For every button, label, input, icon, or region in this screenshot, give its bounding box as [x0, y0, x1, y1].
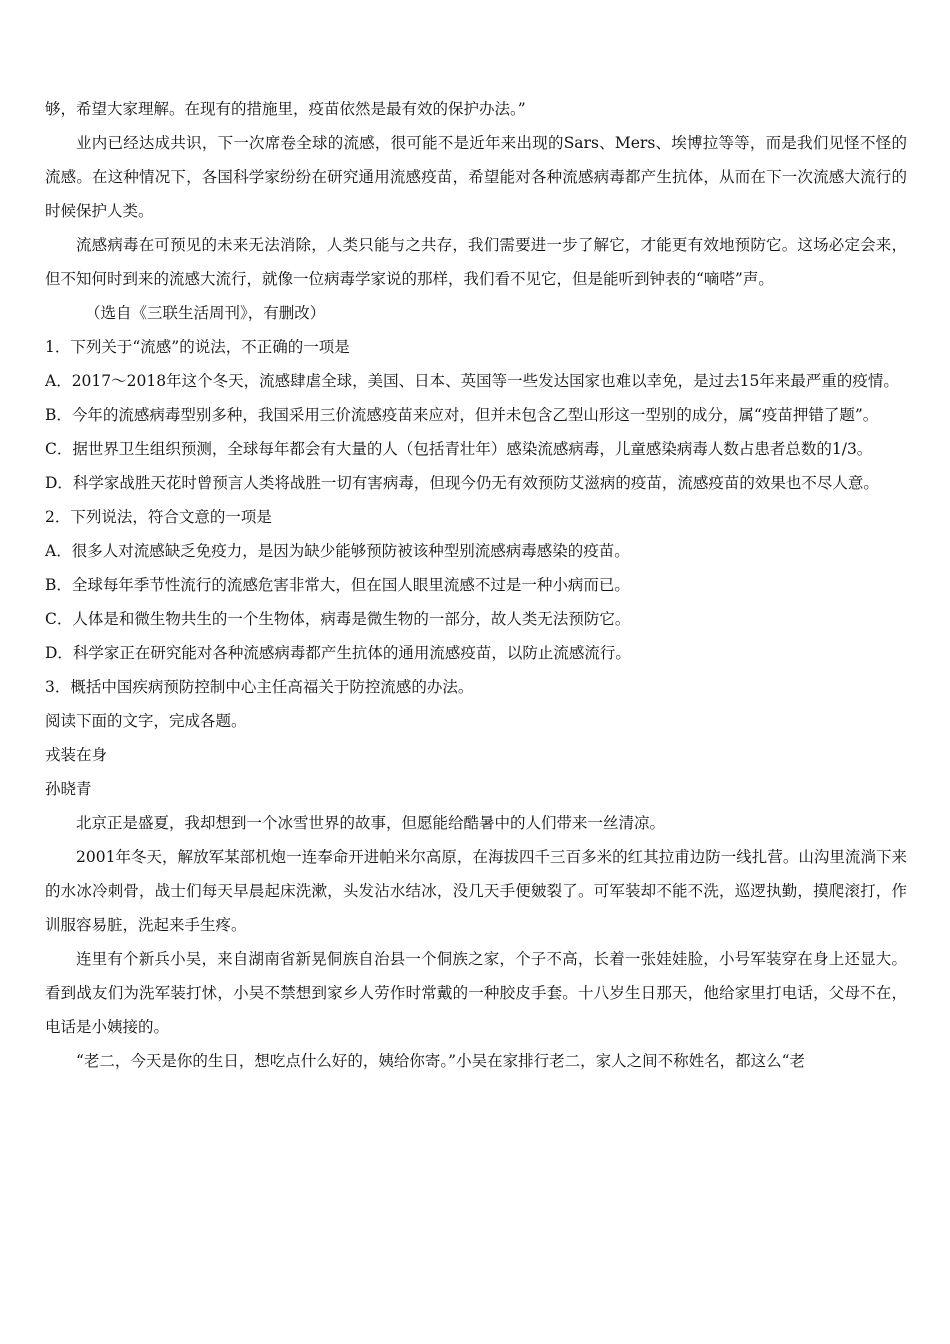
source-citation: （选自《三联生活周刊》，有删改） — [85, 304, 326, 322]
article-paragraph-1: 北京正是盛夏，我却想到一个冰雪世界的故事，但愿能给酷暑中的人们带来一丝清凉。 — [76, 814, 666, 832]
article-paragraph-2: 2001年冬天，解放军某部机炮一连奉命开进帕米尔高原，在海拔四千三百多米的红其拉甫边防一线扎营。山沟里流淌下来的水冰冷刺骨，战士们每天早晨起床洗漱，头发沾水结冰，没几天手便皴裂了。可军装却不能不洗，巡逻执勤，摸爬滚打，作训服容易脏，洗起来手生疼。 — [45, 848, 907, 934]
question-2-stem: 2．下列说法，符合文意的一项是 — [45, 508, 272, 526]
question-2-option-b: B．全球每年季节性流行的流感危害非常大，但在国人眼里流感不过是一种小病而已。 — [45, 576, 630, 594]
question-2-option-a: A．很多人对流感缺乏免疫力，是因为缺少能够预防被该种型别流感病毒感染的疫苗。 — [45, 542, 630, 560]
article-paragraph-4: “老二，今天是你的生日，想吃点什么好的，姨给你寄。”小吴在家排行老二，家人之间不称姓名，都这么“老 — [76, 1052, 806, 1070]
document-page — [45, 92, 907, 1078]
reading-instruction: 阅读下面的文字，完成各题。 — [45, 712, 247, 730]
paragraph-future: 流感病毒在可预见的未来无法消除，人类只能与之共存，我们需要进一步了解它，才能更有效地预防它。这场必定会来，但不知何时到来的流感大流行，就像一位病毒学家说的那样，我们看不见它，但是能听到钟表的“嘀嗒”声。 — [45, 236, 907, 288]
paragraph-consensus: 业内已经达成共识，下一次席卷全球的流感，很可能不是近年来出现的Sars、Mers、埃博拉等等，而是我们见怪不怪的流感。在这种情况下，各国科学家纷纷在研究通用流感疫苗，希望能对各种流感病毒都产生抗体，从而在下一次流感大流行的时候保护人类。 — [45, 134, 907, 220]
article-paragraph-3: 连里有个新兵小吴，来自湖南省新晃侗族自治县一个侗族之家，个子不高，长着一张娃娃脸，小号军装穿在身上还显大。看到战友们为洗军装打怵，小吴不禁想到家乡人劳作时常戴的一种胶皮手套。十八岁生日那天，他给家里打电话，父母不在，电话是小姨接的。 — [45, 950, 907, 1036]
article-author: 孙晓青 — [45, 780, 92, 798]
question-2-option-c: C．人体是和微生物共生的一个生物体，病毒是微生物的一部分，故人类无法预防它。 — [45, 610, 631, 628]
question-1-option-c: C．据世界卫生组织预测，全球每年都会有大量的人（包括青壮年）感染流感病毒，儿童感染病毒人数占患者总数的1/3。 — [45, 440, 873, 458]
question-2-option-d: D．科学家正在研究能对各种流感病毒都产生抗体的通用流感疫苗，以防止流感流行。 — [45, 644, 631, 662]
paragraph-continuation: 够，希望大家理解。在现有的措施里，疫苗依然是最有效的保护办法。” — [45, 100, 526, 118]
question-1-option-d: D．科学家战胜天花时曾预言人类将战胜一切有害病毒，但现今仍无有效预防艾滋病的疫苗，流感疫苗的效果也不尽人意。 — [45, 474, 879, 492]
question-1-option-b: B．今年的流感病毒型别多种，我国采用三价流感疫苗来应对，但并未包含乙型山形这一型别的成分，属“疫苗押错了题”。 — [45, 406, 879, 424]
question-3-stem: 3．概括中国疾病预防控制中心主任高福关于防控流感的办法。 — [45, 678, 474, 696]
question-1-option-a: A．2017～2018年这个冬天，流感肆虐全球，美国、日本、英国等一些发达国家也难以幸免，是过去15年来最严重的疫情。 — [45, 372, 899, 390]
article-title: 戎装在身 — [45, 746, 108, 764]
question-1-stem: 1．下列关于“流感”的说法，不正确的一项是 — [45, 338, 350, 356]
